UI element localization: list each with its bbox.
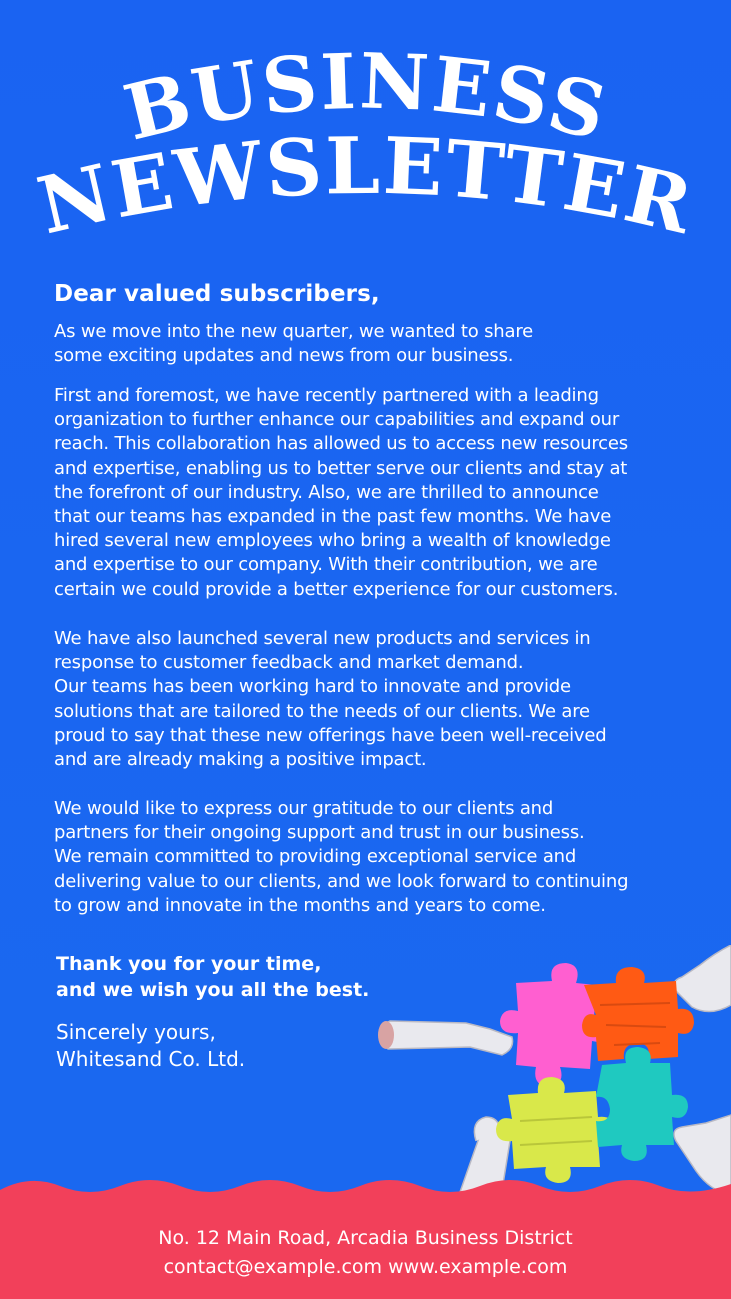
footer-address: No. 12 Main Road, Arcadia Business District	[158, 1227, 573, 1249]
top-right-hand-icon	[674, 945, 731, 1012]
intro-paragraph: As we move into the new quarter, we wanted to share some exciting updates and news from our business.	[54, 321, 533, 367]
title-line-2: NEWSLETTER	[29, 120, 703, 253]
title-line-1: BUSINESS	[115, 40, 617, 158]
partnership-paragraph: First and foremost, we have recently partnered with a leading organization to further enhance our capabilities and expand our reach. This collaboration has allowed us to access new resources and expertise, enabling us to better serve our clients and stay at the forefront of our industry. Also, we are thrilled to announce that our teams has expanded in the past few months. We have hired several new employees who bring a wealth of knowledge and expertise to our company. With their contribution, we are certain we could provide a better experience for our customers.	[54, 385, 628, 600]
footer-contact-block	[0, 1224, 731, 1282]
left-hand-icon	[378, 1021, 513, 1055]
greeting: Dear valued subscribers,	[54, 281, 380, 307]
newsletter-title	[0, 40, 731, 260]
thanks-message: Thank you for your time, and we wish you all the best.	[56, 953, 370, 1001]
gratitude-paragraph: We would like to express our gratitude to our clients and partners for their ongoing support and trust in our business. We remain committed to providing exceptional service and delivering value to our clients, and we look forward to continuing to grow and innovate in the months and years to come.	[54, 798, 629, 916]
footer-contact: contact@example.com www.example.com	[163, 1256, 568, 1278]
signature: Sincerely yours, Whitesand Co. Ltd.	[56, 1020, 246, 1071]
teal-puzzle-piece-icon	[596, 1047, 688, 1161]
products-paragraph: We have also launched several new products and services in response to customer feedback and market demand. Our teams has been working hard to innovate and provide solutions that are tailored to the needs of our clients. We are proud to say that these new offerings have been well-received and are already making a positive impact.	[54, 628, 607, 771]
